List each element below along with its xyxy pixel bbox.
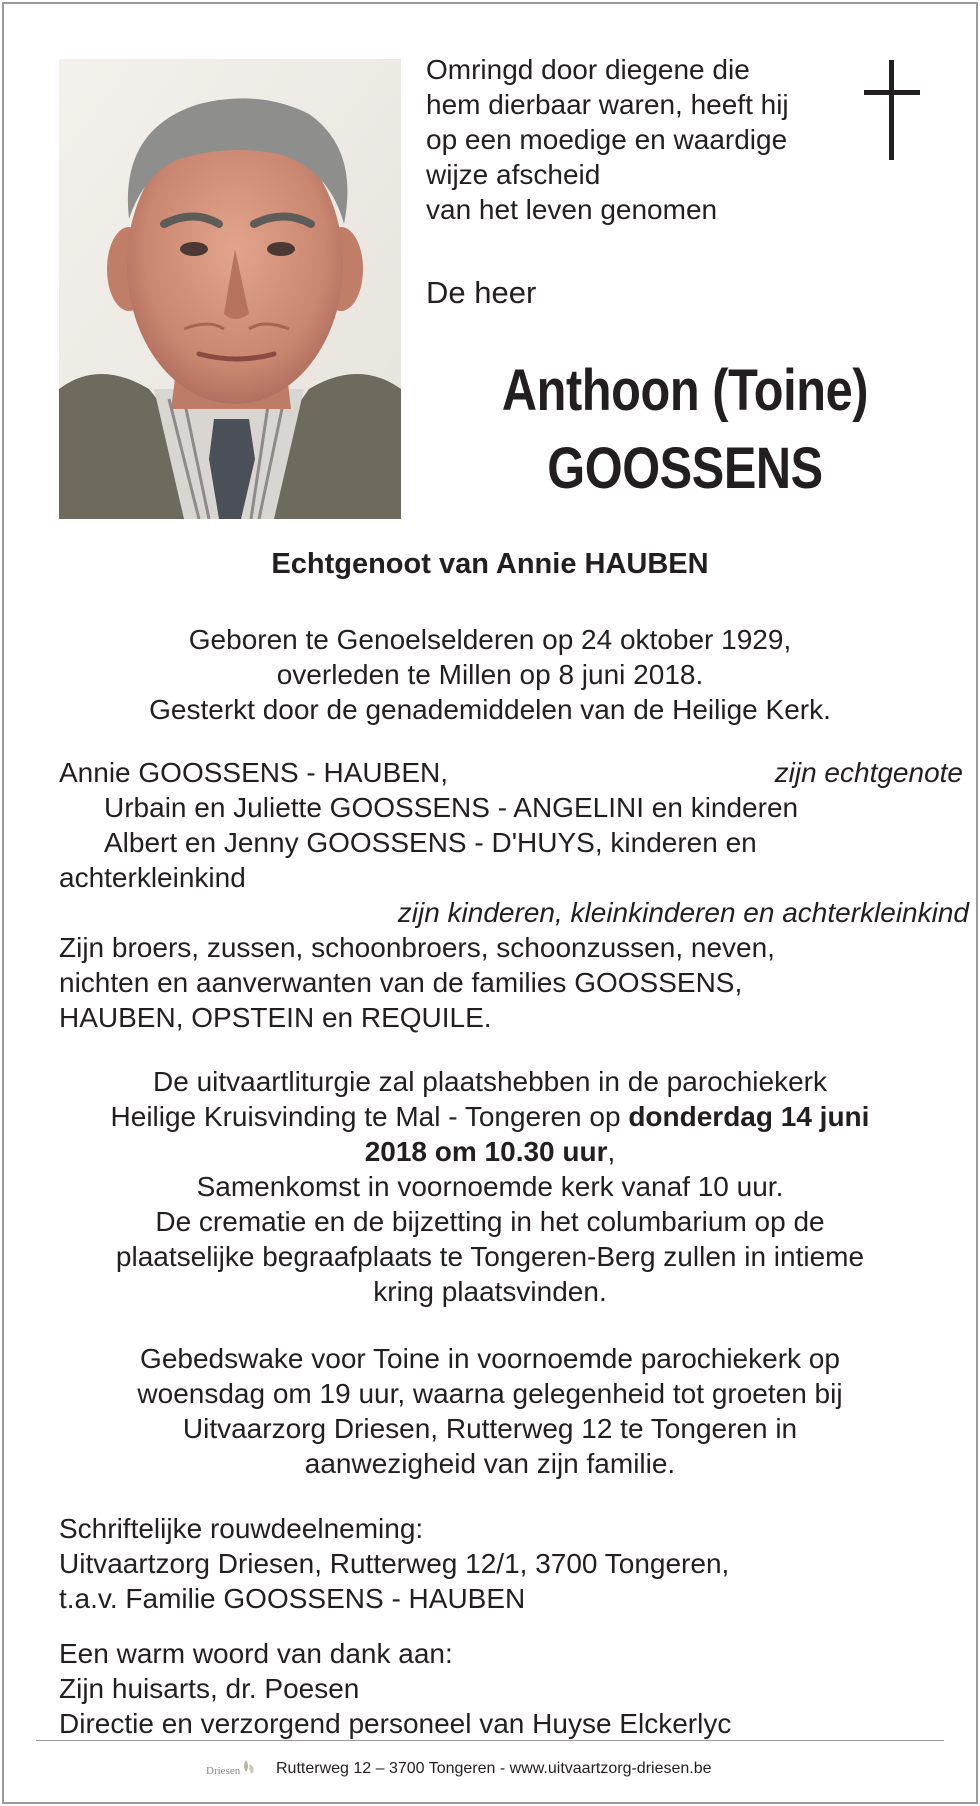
funeral-line [40, 1099, 940, 1134]
funeral-line [40, 1134, 940, 1169]
family-others: Zijn broers, zussen, schoonbroers, schoonzussen, neven, [59, 932, 775, 963]
thanks-line: Een warm woord van dank aan: [59, 1638, 453, 1669]
wake-line: Uitvaarzorg Driesen, Rutterweg 12 te Tongeren in [182, 1413, 798, 1444]
cross-icon [862, 60, 922, 160]
family-spouse-row [59, 755, 963, 790]
family-children-role: zijn kinderen, kleinkinderen en achterkleinkind [397, 897, 969, 928]
funeral-line: kring plaatsvinden. [373, 1276, 607, 1307]
intro-line: van het leven genomen [426, 194, 718, 225]
svg-text:Driesen: Driesen [206, 1765, 241, 1777]
family-spouse-name: Annie GOOSSENS - HAUBEN, [59, 757, 449, 788]
honorific: De heer [426, 275, 537, 310]
family-others: nichten en aanverwanten van de families GOOSSENS, [59, 967, 743, 998]
wake-line: Gebedswake voor Toine in voornoemde parochiekerk op [140, 1343, 840, 1374]
family-list [59, 755, 969, 1035]
footer-address: Rutterweg 12 – 3700 Tongeren - www.uitvaartzorg-driesen.be [276, 1760, 712, 1777]
deceased-surname: GOOSSENS [547, 436, 823, 501]
footer [0, 1750, 980, 1790]
thanks-line: Zijn huisarts, dr. Poesen [59, 1673, 360, 1704]
intro-line: wijze afscheid [426, 159, 601, 190]
birth-death-info [40, 622, 940, 727]
wake-line: aanwezigheid van zijn familie. [304, 1448, 676, 1479]
funeral-comma: , [607, 1136, 616, 1167]
funeral-time: 2018 om 10.30 uur [364, 1136, 608, 1167]
condolence-line: t.a.v. Familie GOOSSENS - HAUBEN [59, 1583, 526, 1614]
family-child-2-cont: achterkleinkind [59, 862, 246, 893]
condolence-info [59, 1511, 939, 1616]
thanks-line: Directie en verzorgend personeel van Huyse Elckerlyc [59, 1708, 732, 1739]
driesen-logo-icon [206, 1756, 258, 1786]
portrait-photo [59, 59, 401, 519]
family-others: HAUBEN, OPSTEIN en REQUILE. [59, 1002, 492, 1033]
funeral-line: Samenkomst in voornoemde kerk vanaf 10 uur. [196, 1171, 784, 1202]
funeral-line: De crematie en de bijzetting in het columbarium op de [155, 1206, 825, 1237]
condolence-line: Schriftelijke rouwdeelneming: [59, 1513, 424, 1544]
intro-line: op een moedige en waardige [426, 124, 788, 155]
funeral-date: donderdag 14 juni [628, 1101, 870, 1132]
wake-line: woensdag om 19 uur, waarna gelegenheid tot groeten bij [137, 1378, 843, 1409]
thanks-info [59, 1636, 939, 1741]
condolence-line: Uitvaartzorg Driesen, Rutterweg 12/1, 3700 Tongeren, [59, 1548, 730, 1579]
funeral-line: plaatselijke begraafplaats te Tongeren-Berg zullen in intieme [115, 1241, 865, 1272]
spouse-heading: Echtgenoot van Annie HAUBEN [271, 548, 709, 580]
family-child-2: Albert en Jenny GOOSSENS - D'HUYS, kinderen en [104, 827, 757, 858]
intro-line: Omringd door diegene die [426, 54, 750, 85]
family-spouse-role: zijn echtgenote [774, 757, 963, 788]
birth-line: Geboren te Genoelselderen op 24 oktober 1929, [188, 624, 792, 655]
funeral-location: Heilige Kruisvinding te Mal - Tongeren op [110, 1101, 629, 1132]
intro-line: hem dierbaar waren, heeft hij [426, 89, 789, 120]
funeral-line: De uitvaartliturgie zal plaatshebben in de parochiekerk [153, 1066, 827, 1097]
footer-divider [36, 1740, 944, 1741]
portrait-illustration [59, 59, 401, 519]
intro-text [426, 52, 846, 227]
death-line: overleden te Millen op 8 juni 2018. [276, 659, 704, 690]
family-child-1: Urbain en Juliette GOOSSENS - ANGELINI en kinderen [104, 792, 799, 823]
funeral-info [40, 1064, 940, 1309]
deceased-name-line1: Anthoon (Toine) [501, 358, 869, 423]
wake-info [40, 1341, 940, 1481]
deceased-name [462, 352, 907, 508]
sacrament-line: Gesterkt door de genademiddelen van de Heilige Kerk. [149, 694, 831, 725]
